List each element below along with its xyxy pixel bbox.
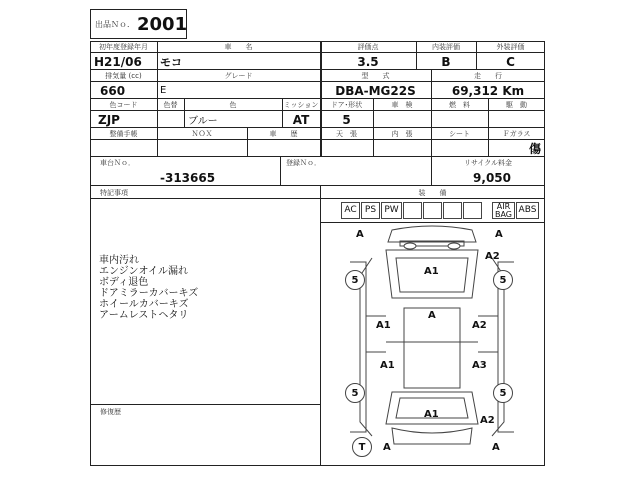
drive-value [488,111,545,128]
grid-v2 [320,41,322,157]
label-score: 評価点 [357,43,379,51]
label-mileage: 走 行 [474,72,502,80]
label-inspection: 車 検 [391,101,413,109]
color-change-value [157,111,184,128]
grid-v6 [157,99,158,157]
interior-trim-value [373,140,431,157]
mark-rear-right-door: A3 [472,360,487,371]
equip-blank-1 [403,202,422,219]
label-headliner: 天 張 [336,130,357,138]
transmission-value: AT [292,112,310,127]
mark-front-right-a: A [495,229,503,240]
mark-front-right-fender: A2 [485,251,500,262]
equipment-row [320,199,545,222]
label-seat: シート [449,130,470,138]
lot-number-label: 出品Ｎｏ． [95,20,135,29]
row5-divider-b [431,157,432,186]
remark-item: ホイールカバーキズ [99,299,189,310]
label-interior-grade: 内装評価 [432,43,460,51]
label-transmission: ミッション [283,101,319,109]
inspection-value [373,111,431,128]
mark-hood: A1 [424,266,439,277]
wheel-front-left: 5 [345,270,365,290]
label-grade: グレード [224,72,253,80]
color-value: ブルー [188,116,218,127]
wheel-rear-right: 5 [493,383,513,403]
label-registration-number: 登録Ｎｏ． [286,159,321,167]
headliner-value [320,140,373,157]
label-color-change: 色替 [163,101,178,109]
label-fuel: 燃 料 [449,101,470,109]
spare-tire-mark: T [352,437,372,457]
score-value: 3.5 [357,54,379,69]
remark-item: ドアミラーカバーキズ [99,288,199,299]
label-drive: 駆 動 [506,101,527,109]
repair-header: 修復歴 [100,408,121,416]
label-color: 色 [229,101,237,109]
windshield-value: 傷 [528,142,541,156]
equip-ps: PS [361,202,380,219]
mark-roof: A [428,310,436,321]
interior-grade-value: B [441,54,451,69]
mark-trunk: A1 [424,409,439,420]
label-recycle-fee: リサイクル料金 [463,159,513,167]
label-chassis-number: 車台Ｎｏ． [100,159,135,167]
seat-value [431,140,488,157]
mark-rear-bumper-left: A [383,442,391,453]
color-code-value: ZJP [98,112,120,127]
model-code-value: DBA-MG22S [335,83,416,98]
mark-rear-bumper-right: A [492,442,500,453]
service-book-value [90,140,157,157]
equip-blank-4 [463,202,482,219]
equip-abs: ABS [516,202,539,219]
grid-v8 [282,99,283,128]
label-interior-trim: 内 張 [391,130,413,138]
wheel-front-right: 5 [493,270,513,290]
label-doors: ドア･形状 [330,101,363,109]
label-first-registration: 初年度登録年月 [99,43,148,51]
mark-rear-right-quarter: A2 [480,415,495,426]
label-nox: ＮＯＸ [191,130,213,138]
label-model-code: 型 式 [361,72,390,80]
equip-blank-3 [443,202,462,219]
mark-front-left-a: A [356,229,364,240]
grid-v5 [431,70,432,157]
grid-v9 [373,99,374,157]
equip-pw: PW [381,202,402,219]
label-service-book: 整備手帳 [109,130,138,138]
row5-divider-a [280,157,281,186]
fuel-value [431,111,488,128]
remarks-header: 特記事項 [100,188,128,197]
grid-v4 [476,41,477,70]
first-registration-value: H21/06 [94,54,142,69]
nox-value [157,140,247,157]
label-displacement: 排気量 (cc) [105,72,142,80]
mark-front-left-door: A1 [376,320,391,331]
car-history-value [247,140,320,157]
car-name-value: モコ [160,55,182,69]
remark-item: アームレストヘタリ [99,310,189,321]
mileage-value: 69,312 Km [451,83,525,98]
label-color-code: 色コード [109,101,138,109]
registration-number-value [286,169,416,186]
remarks-list [99,255,314,321]
equip-blank-2 [423,202,442,219]
label-exterior-grade: 外装評価 [496,43,525,51]
exterior-grade-value: C [506,54,515,69]
repair-line [90,404,320,405]
recycle-fee-value: 9,050 [473,170,511,185]
grade-value: E [160,85,167,96]
mark-front-right-door: A2 [472,320,487,331]
grid-v11 [247,128,248,157]
grid-v3 [416,41,417,70]
remark-item: ボディ退色 [99,277,149,288]
grid-v7 [184,99,185,128]
label-car-name: 車 名 [224,43,253,51]
equip-airbag: AIR BAG [492,202,515,219]
equip-ac: AC [341,202,360,219]
lot-number: 2001 [137,14,188,35]
equipment-header: 装 備 [418,188,447,197]
label-car-history: 車 歴 [269,130,298,138]
mark-rear-left-door: A1 [380,360,395,371]
chassis-number-value: -313665 [160,170,216,185]
lot-number-box [90,9,187,39]
label-windshield: Ｆガラス [502,130,531,138]
grid-v1 [157,41,158,99]
wheel-rear-left: 5 [345,383,365,403]
displacement-value: 660 [100,83,126,98]
remark-item: エンジンオイル漏れ [99,266,188,277]
grid-v10 [488,99,489,157]
car-diagram [320,222,545,466]
doors-value: 5 [342,112,351,127]
remark-item: 車内汚れ [99,255,139,266]
